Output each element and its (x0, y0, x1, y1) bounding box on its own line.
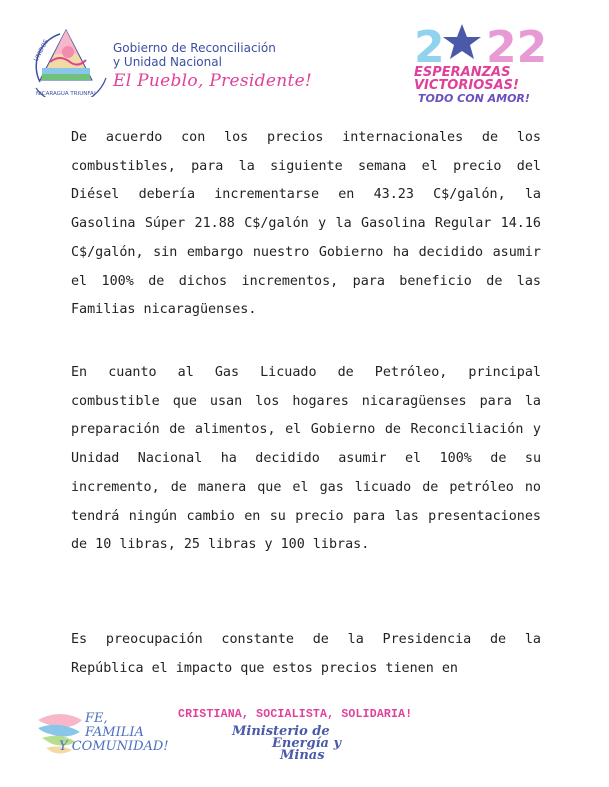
year-2022-graphic (414, 22, 559, 66)
paragraph-1: De acuerdo con los precios internacionales de los combustibles, para la siguiente semana el precio del Diésel debería incrementarse en 43.23 C$/galón, la Gasolina Súper 21.88 C$/galón y la Gasolina Regular 14.16 C$/galón, sin embargo nuestro Gobierno ha decidido asumir el 100% de dichos incrementos, para beneficio de las Familias nicaragüenses. (71, 130, 541, 318)
letter-footer (0, 700, 609, 787)
ministry-line3: Minas (280, 748, 325, 763)
ministry-line1: Ministerio de (232, 724, 330, 739)
paragraph-2: En cuanto al Gas Licuado de Petróleo, principal combustible que usan los hogares nicaragüenses para la preparación de alimentos, el Gobierno de Reconciliación y Unidad Nacional ha decidido asumir el 100% de su incremento, de manera que el gas licuado de petróleo no tendrá ningún cambio en su precio para las presentaciones de 10 libras, 25 libras y 100 libras. (71, 365, 541, 553)
letterhead (0, 0, 609, 110)
ministry-line2: Energía y (272, 736, 342, 751)
year-digits-right: 22 (486, 22, 548, 66)
campaign-line2: VICTORIOSAS! (414, 78, 519, 93)
footer-motto: CRISTIANA, SOCIALISTA, SOLIDARIA! (178, 708, 413, 721)
campaign-logo (414, 22, 559, 104)
family-slogan-line3: Y COMUNIDAD! (59, 739, 169, 754)
government-name-line1: Gobierno de Reconciliación (113, 41, 276, 55)
government-name-line2: y Unidad Nacional (113, 55, 222, 69)
logo-arc-top-text: UNIDOS (32, 38, 51, 63)
government-name (113, 41, 312, 91)
star-icon (443, 24, 481, 59)
family-slogan (59, 711, 169, 754)
ministry-logo (232, 726, 341, 762)
family-slogan-line2: FAMILIA (85, 725, 144, 740)
campaign-line3: TODO CON AMOR! (418, 92, 530, 105)
logo-arc-bottom-text: NICARAGUA TRIUNFA! (36, 91, 96, 97)
campaign-line1: ESPERANZAS (414, 65, 511, 80)
government-slogan: El Pueblo, Presidente! (113, 71, 313, 91)
government-logo (30, 22, 115, 97)
year-digit-left: 2 (414, 22, 445, 66)
family-slogan-line1: FE, (85, 711, 108, 726)
paragraph-3: Es preocupación constante de la Presidencia de la República el impacto que estos precios tienen en (71, 632, 541, 676)
